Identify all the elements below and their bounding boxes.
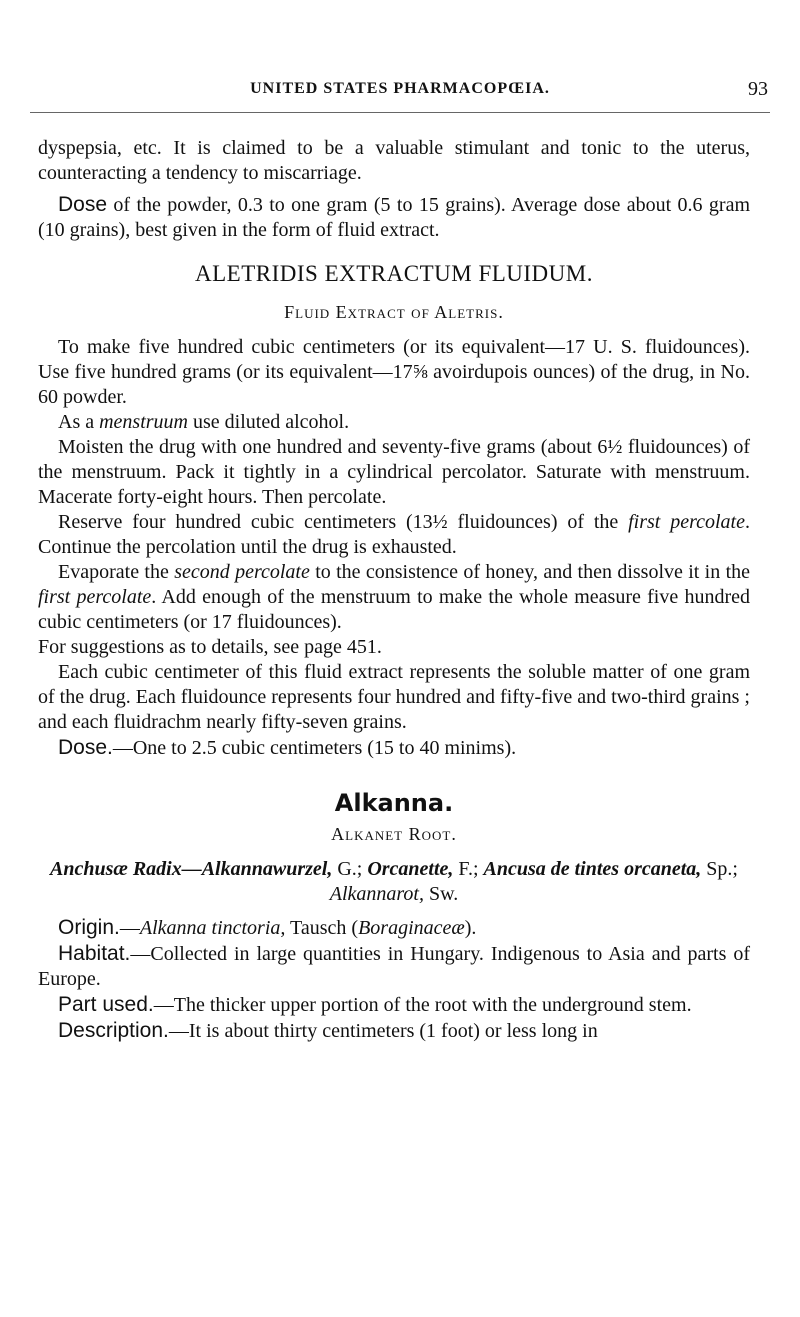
- page-number: 93: [748, 78, 768, 100]
- alkanna-title: Alkanna.: [334, 789, 454, 817]
- alkanna-origin: [38, 915, 750, 941]
- page-body: [38, 136, 750, 1044]
- aletris-p5-a: Evaporate the: [58, 561, 175, 583]
- alkanna-description: [38, 1018, 750, 1044]
- synonym-german: Anchusæ Radix—Alkannawurzel,: [50, 858, 333, 880]
- synonym-spanish-lang: Sp.;: [701, 858, 738, 880]
- intro-paragraph: dyspepsia, etc. It is claimed to be a valuable stimulant and tonic to the uterus, counteracting a tendency to miscarriage.: [38, 137, 750, 184]
- running-header: UNITED STATES PHARMACOPŒIA.: [250, 80, 550, 97]
- synonym-french: Orcanette,: [367, 858, 454, 880]
- description-label: Description.: [58, 1019, 169, 1042]
- origin-dash: —: [119, 917, 140, 939]
- origin-author: Tausch (: [285, 917, 359, 939]
- aletris-p4-a: Reserve four hundred cubic centimeters (13½ fluidounces) of the: [58, 511, 629, 533]
- part-used-label: Part used.: [58, 993, 154, 1016]
- intro-dose-paragraph: [38, 192, 750, 243]
- aletris-p2-b: use diluted alcohol.: [188, 411, 350, 433]
- aletris-subtitle: Fluid Extract of Aletris.: [284, 302, 504, 322]
- synonym-spanish: Ancusa de tintes orcaneta,: [483, 858, 702, 880]
- aletris-p5-first: first percolate: [38, 586, 152, 608]
- habitat-text: —Collected in large quantities in Hungary. Indigenous to Asia and parts of Europe.: [38, 943, 750, 990]
- origin-close: ).: [464, 917, 477, 939]
- aletris-title: ALETRIDIS EXTRACTUM FLUIDUM.: [195, 261, 593, 286]
- alkanna-synonyms: [38, 857, 750, 907]
- intro-dose-label: Dose: [58, 193, 108, 216]
- aletris-paragraph-1: To make five hundred cubic centimeters (or its equivalent—17 U. S. fluidounces). Use five hundred grams (or its equivalent—17⅝ avoirdupois ounces) of the drug, in No. 60 powder.: [38, 336, 750, 408]
- aletris-dose-label: Dose.: [58, 736, 113, 759]
- intro-dose-text: of the powder, 0.3 to one gram (5 to 15 grains). Average dose about 0.6 gram (10 grains), best given in the form of fluid extract.: [38, 194, 750, 241]
- habitat-label: Habitat.: [58, 942, 131, 965]
- aletris-paragraph-7: Each cubic centimeter of this fluid extract represents the soluble matter of one gram of the drug. Each fluidounce represents four hundred and fifty-five and two-third grains ; and each fluidrachm nearly fifty-seven grains.: [38, 661, 750, 733]
- part-used-text: —The thicker upper portion of the root with the underground stem.: [153, 994, 692, 1016]
- aletris-p2-menstruum: menstruum: [99, 411, 188, 433]
- alkanna-habitat: [38, 941, 750, 992]
- aletris-p2-a: As a: [58, 411, 100, 433]
- description-text: —It is about thirty centimeters (1 foot) or less long in: [168, 1020, 598, 1042]
- synonym-french-lang: F.;: [453, 858, 484, 880]
- synonym-swedish-lang: Sw.: [423, 883, 459, 905]
- aletris-paragraph-2: [38, 410, 750, 435]
- header-rule: [30, 112, 770, 113]
- aletris-p5-c: . Add enough of the menstruum to make the whole measure five hundred cubic centimeters (or 17 fluidounces).: [38, 586, 750, 633]
- aletris-paragraph-5: [38, 560, 750, 635]
- alkanna-part-used: [38, 992, 750, 1018]
- synonym-german-lang: G.;: [332, 858, 368, 880]
- aletris-p5-second: second percolate: [174, 561, 310, 583]
- aletris-paragraph-3: Moisten the drug with one hundred and seventy-five grams (about 6½ fluidounces) of the menstruum. Pack it tightly in a cylindrical percolator. Saturate with menstruum. Macerate forty-eight hours. Then percolate.: [38, 436, 750, 508]
- aletris-p4-first: first percolate: [628, 511, 745, 533]
- aletris-dose-paragraph: [38, 735, 750, 761]
- aletris-p4-b: . Continue the percolation until the drug is exhausted.: [38, 511, 750, 558]
- synonym-swedish: Alkannarot,: [329, 883, 424, 905]
- aletris-paragraph-6: For suggestions as to details, see page 451.: [38, 636, 382, 658]
- aletris-p5-b: to the consistence of honey, and then dissolve it in the: [309, 561, 751, 583]
- aletris-paragraph-4: [38, 510, 750, 560]
- aletris-dose-text: —One to 2.5 cubic centimeters (15 to 40 minims).: [112, 737, 517, 759]
- origin-family: Boraginaceæ: [358, 917, 465, 939]
- origin-label: Origin.: [58, 916, 120, 939]
- alkanna-subtitle: Alkanet Root.: [331, 824, 457, 844]
- origin-species: Alkanna tinctoria,: [139, 917, 286, 939]
